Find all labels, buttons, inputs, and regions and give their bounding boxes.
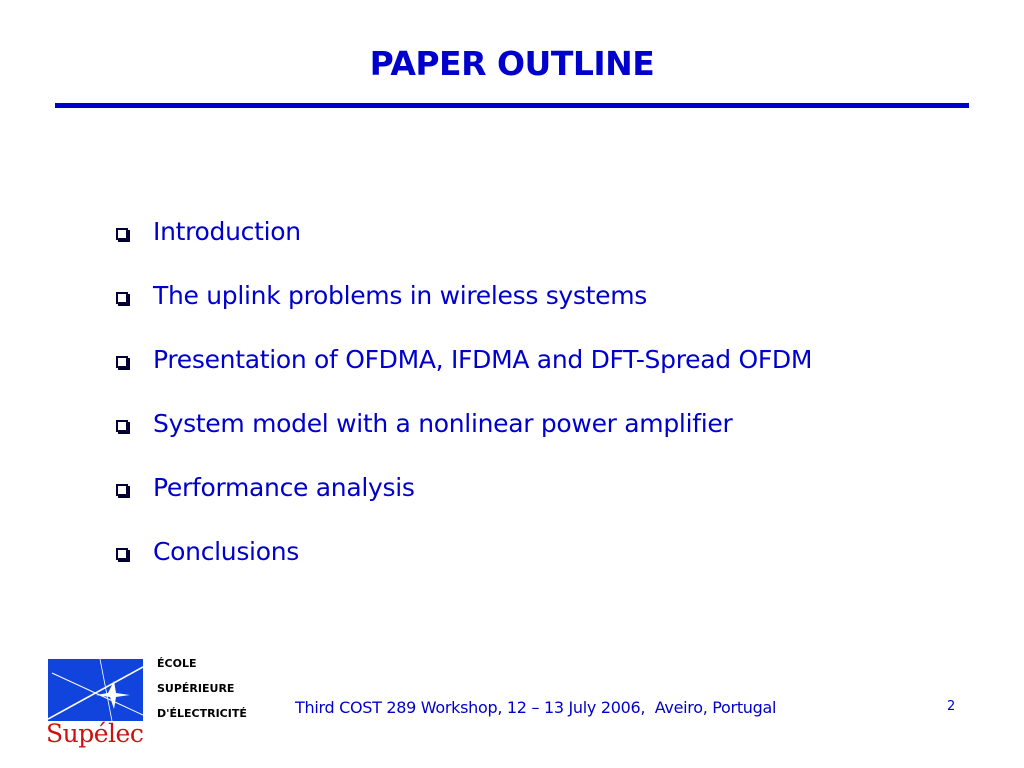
outline-item-text: Introduction [153,217,301,246]
outline-item-text: Performance analysis [153,473,415,502]
outline-item-text: The uplink problems in wireless systems [153,281,648,310]
checkbox-bullet-icon [116,292,128,304]
checkbox-bullet-icon [116,356,128,368]
logo-star-mark [48,659,143,721]
slide-footer: Third COST 289 Workshop, 12 – 13 July 2006, Aveiro, Portugal [295,698,777,717]
outline-list [113,209,812,593]
school-name-line: SUPÉRIEURE [157,682,235,695]
supelec-logo [48,659,144,755]
star-burst-icon [48,659,143,721]
outline-item [113,209,812,273]
checkbox-bullet-icon [116,228,128,240]
school-name [157,657,247,732]
logo-wordmark: Supélec [46,719,144,748]
outline-item [113,465,812,529]
outline-item [113,337,812,401]
outline-item-text: System model with a nonlinear power amplifier [153,409,733,438]
outline-item-text: Presentation of OFDMA, IFDMA and DFT-Spread OFDM [153,345,813,374]
outline-item [113,529,812,593]
school-name-line: ÉCOLE [157,657,197,670]
outline-item [113,273,812,337]
outline-item [113,401,812,465]
outline-item-text: Conclusions [153,537,299,566]
checkbox-bullet-icon [116,484,128,496]
checkbox-bullet-icon [116,420,128,432]
checkbox-bullet-icon [116,548,128,560]
title-underline [55,103,969,108]
school-name-line: D'ÉLECTRICITÉ [157,707,247,720]
slide-title: PAPER OUTLINE [369,44,655,83]
page-number: 2 [947,699,956,714]
